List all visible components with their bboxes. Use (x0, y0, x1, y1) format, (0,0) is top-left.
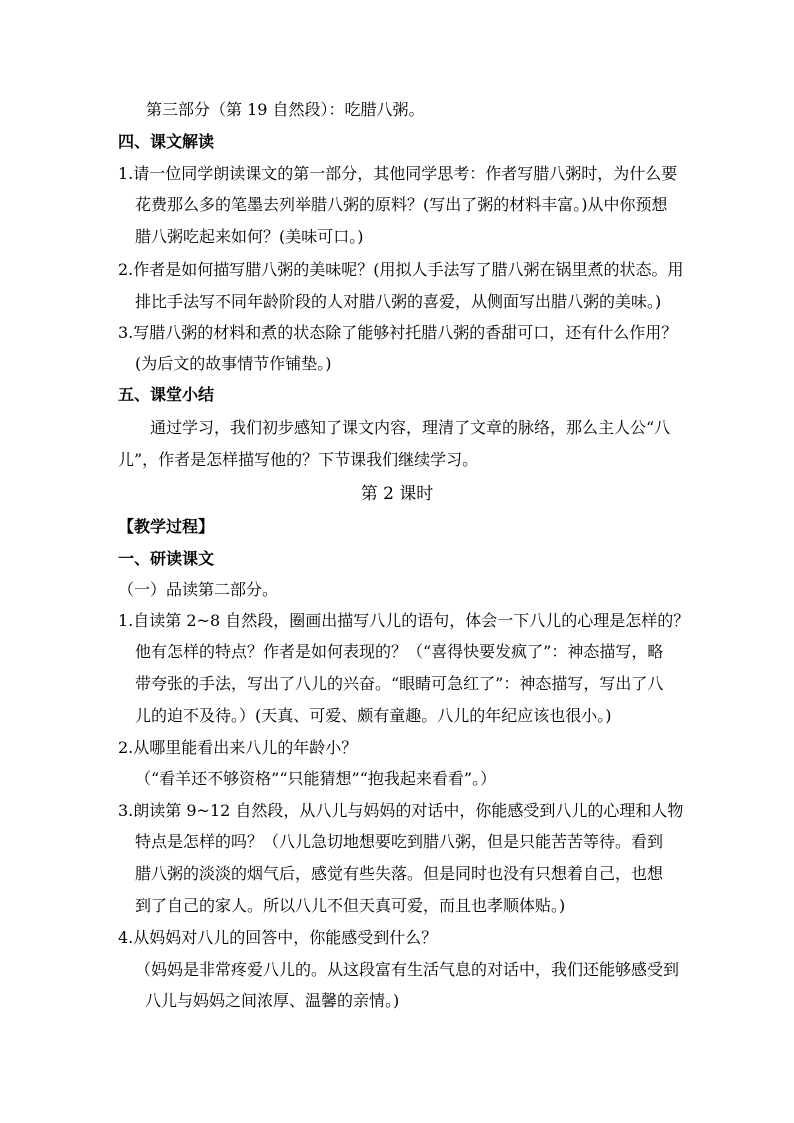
s1-q3-line-1: 3.朗读第 9~12 自然段，从八儿与妈妈的对话中，你能感受到八儿的心理和人物 (118, 801, 684, 820)
section4-heading: 四、课文解读 (118, 132, 215, 151)
s4-q2-line-1: 2.作者是如何描写腊八粥的美味呢？(用拟人手法写了腊八粥在锅里煮的状态。用 (118, 260, 684, 279)
process-heading: 【教学过程】 (118, 517, 215, 536)
s1-q4-line-2: （妈妈是非常疼爱八儿的。从这段富有生活气息的对话中，我们还能够感受到 (135, 960, 680, 979)
s5-line-1: 通过学习，我们初步感知了课文内容，理清了文章的脉络，那么主人公“八 (150, 418, 671, 437)
s4-q1-line-1: 1.请一位同学朗读课文的第一部分，其他同学思考：作者写腊八粥时，为什么要 (118, 164, 678, 183)
s1-q1-line-4: 儿的迫不及待。）(天真、可爱、颇有童趣。八儿的年纪应该也很小。) (135, 706, 612, 725)
section1-sub: （一）品读第二部分。 (118, 580, 279, 599)
s1-q4-line-1: 4.从妈妈对八儿的回答中，你能感受到什么？ (118, 928, 438, 947)
s4-q3-line-2: (为后文的故事情节作铺垫。) (135, 354, 332, 373)
s1-q4-line-3: 八儿与妈妈之间浓厚、温馨的亲情。) (145, 991, 400, 1010)
lesson2-title: 第 2 课时 (360, 484, 434, 504)
s1-q1-line-1: 1.自读第 2~8 自然段，圈画出描写八儿的语句，体会一下八儿的心理是怎样的？ (118, 611, 690, 630)
s1-q3-line-3: 腊八粥的淡淡的烟气后，感觉有些失落。但是同时也没有只想着自己，也想 (135, 864, 664, 883)
s1-q1-line-2: 他有怎样的特点？作者是如何表现的？（“喜得快要发疯了”：神态描写，略 (135, 642, 664, 661)
s4-q1-line-3: 腊八粥吃起来如何？(美味可口。) (135, 227, 364, 246)
s1-q1-line-3: 带夸张的手法，写出了八儿的兴奋。“眼睛可急红了”：神态描写，写出了八 (135, 674, 664, 693)
part3-line: 第三部分（第 19 自然段）：吃腊八粥。 (146, 100, 425, 119)
s1-q2-line-2: （“看羊还不够资格”“只能猜想”“抱我起来看看”。） (135, 769, 497, 788)
s1-q2-line-1: 2.从哪里能看出来八儿的年龄小？ (118, 738, 358, 757)
s4-q3-line-1: 3.写腊八粥的材料和煮的状态除了能够衬托腊八粥的香甜可口，还有什么作用？ (118, 323, 678, 342)
section5-heading: 五、课堂小结 (118, 385, 215, 404)
s5-line-2: 儿”，作者是怎样描写他的？下节课我们继续学习。 (118, 450, 479, 469)
s1-q3-line-2: 特点是怎样的吗？（八儿急切地想要吃到腊八粥，但是只能苦苦等待。看到 (135, 832, 664, 851)
section1-heading: 一、研读课文 (118, 549, 215, 568)
s4-q2-line-2: 排比手法写不同年龄阶段的人对腊八粥的喜爱，从侧面写出腊八粥的美味。) (135, 292, 662, 311)
s4-q1-line-2: 花费那么多的笔墨去列举腊八粥的原料？(写出了粥的材料丰富。)从中你预想 (135, 195, 668, 214)
s1-q3-line-4: 到了自己的家人。所以八儿不但天真可爱，而且也孝顺体贴。) (135, 896, 566, 915)
